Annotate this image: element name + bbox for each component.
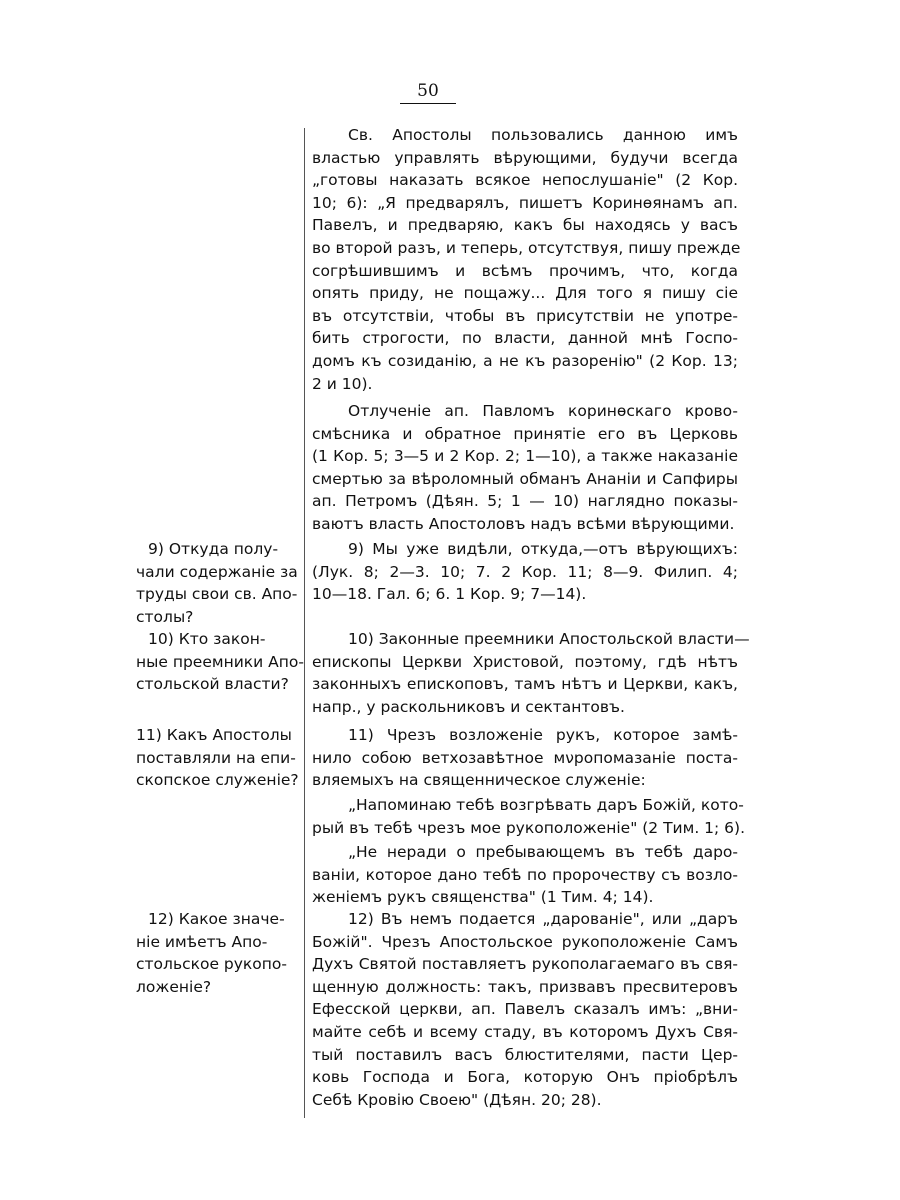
body-line: Духъ Святой поставляетъ рукополагаемаго въ свя- bbox=[312, 955, 738, 974]
body-line: въ отсутствіи, чтобы въ присутствіи не употре- bbox=[312, 306, 738, 325]
answer-10 bbox=[312, 628, 750, 718]
paragraph-excommunication bbox=[312, 400, 738, 536]
sidebar-line: поставляли на епи- bbox=[136, 748, 296, 767]
sidebar-line: чали содержаніе за bbox=[136, 562, 298, 581]
body-line: опять приду, не пощажу... Для того я пишу сіе bbox=[312, 284, 738, 303]
body-line: Св. Апостолы пользовались данною имъ bbox=[348, 126, 738, 144]
body-line: ковь Господа и Бога, которую Онъ пріобрѣлъ bbox=[312, 1068, 738, 1087]
body-line: рый въ тебѣ чрезъ мое рукоположеніе" (2 Тим. 1; 6). bbox=[312, 818, 746, 837]
sidebar-line: 9) Откуда полу- bbox=[148, 540, 279, 558]
body-line: майте себѣ и всему стаду, въ которомъ Духъ Свя- bbox=[312, 1022, 738, 1041]
body-line: ваніи, которое дано тебѣ по пророчеству съ возло- bbox=[312, 865, 738, 884]
sidebar-question-10 bbox=[136, 628, 304, 696]
body-line: (1 Кор. 5; 3—5 и 2 Кор. 2; 1—10), а также наказаніе bbox=[312, 447, 738, 466]
sidebar-line: труды свои св. Апо- bbox=[136, 585, 298, 604]
body-line: 12) Въ немъ подается „дарованіе", или „даръ bbox=[348, 910, 738, 928]
body-line: (Лук. 8; 2—3. 10; 7. 2 Кор. 11; 8—9. Филип. 4; bbox=[312, 562, 738, 581]
body-line: Себѣ Кровію Своею" (Дѣян. 20; 28). bbox=[312, 1090, 602, 1109]
body-line: ап. Петромъ (Дѣян. 5; 1 — 10) наглядно показы- bbox=[312, 492, 738, 511]
body-line: вляемыхъ на священническое служеніе: bbox=[312, 771, 646, 790]
body-line: домъ къ созиданію, а не къ разоренію" (2 Кор. 13; bbox=[312, 351, 738, 370]
sidebar-line: столы? bbox=[136, 607, 194, 626]
sidebar-question-11 bbox=[136, 724, 299, 792]
sidebar-question-12 bbox=[136, 908, 292, 998]
page-number: 50 bbox=[417, 81, 439, 101]
quote-2-timothy bbox=[312, 794, 746, 839]
body-line: смертью за вѣроломный обманъ Ананіи и Сапфиры bbox=[312, 469, 738, 488]
body-line: смѣсника и обратное принятіе его въ Церковь bbox=[312, 424, 738, 443]
body-line: 9) Мы уже видѣли, откуда,—отъ вѣрующихъ: bbox=[348, 540, 738, 558]
body-line: Павелъ, и предваряю, какъ бы находясь у васъ bbox=[312, 216, 738, 235]
sidebar-line: стольское рукопо- bbox=[136, 955, 287, 974]
body-line: „Напоминаю тебѣ возгрѣвать даръ Божій, кото- bbox=[348, 796, 744, 814]
body-line: Отлученіе ап. Павломъ коринѳскаго кровo- bbox=[348, 402, 738, 420]
body-line: Божій". Чрезъ Апостольское рукоположеніе Самъ bbox=[312, 932, 738, 951]
sidebar-line: скопское служеніе? bbox=[136, 771, 299, 790]
sidebar-line: ложеніе? bbox=[136, 977, 212, 996]
answer-9 bbox=[312, 538, 738, 606]
body-line: бить строгости, по власти, данной мнѣ Госпо- bbox=[312, 329, 738, 348]
body-line: женіемъ рукъ священства" (1 Тим. 4; 14). bbox=[312, 888, 654, 907]
body-line: нило собою ветхозавѣтное мνропомазаніе поста- bbox=[312, 748, 738, 767]
answer-12 bbox=[312, 908, 738, 1111]
body-line: „готовы наказать всякое непослушаніе" (2 Кор. bbox=[312, 171, 738, 190]
body-line: 10) Законные преемники Апостольской власти— bbox=[348, 630, 750, 648]
body-line: 2 и 10). bbox=[312, 374, 373, 393]
sidebar-line: стольской власти? bbox=[136, 675, 289, 694]
sidebar-line: 12) Какое значе- bbox=[148, 910, 285, 928]
body-line: 11) Чрезъ возложеніе рукъ, которое замѣ- bbox=[348, 726, 738, 744]
body-line: „Не неради о пребывающемъ въ тебѣ даро- bbox=[348, 843, 738, 861]
body-line: согрѣшившимъ и всѣмъ прочимъ, что, когда bbox=[312, 261, 738, 280]
sidebar-line: ніе имѣетъ Апо- bbox=[136, 932, 268, 951]
body-line: 10—18. Гал. 6; 6. 1 Кор. 9; 7—14). bbox=[312, 585, 587, 604]
page-number-rule bbox=[400, 103, 456, 104]
sidebar-line: 10) Кто закон- bbox=[148, 630, 266, 648]
body-line: во второй разъ, и теперь, отсутствуя, пишу прежде bbox=[312, 238, 741, 257]
body-line: щенную должность: такъ, призвавъ пресвитеровъ bbox=[312, 977, 738, 996]
body-line: Ефесской церкви, ап. Павелъ сказалъ имъ: „вни- bbox=[312, 1000, 738, 1019]
body-line: 10; 6): „Я предварялъ, пишетъ Коринѳянамъ ап. bbox=[312, 193, 738, 212]
body-line: тый поставилъ васъ блюстителями, пасти Цер- bbox=[312, 1045, 738, 1064]
body-line: напр., у раскольниковъ и сектантовъ. bbox=[312, 697, 625, 716]
body-line: епископы Церкви Христовой, поэтому, гдѣ нѣтъ bbox=[312, 652, 738, 671]
sidebar-question-9 bbox=[136, 538, 298, 628]
body-line: властью управлять вѣрующими, будучи всегда bbox=[312, 148, 738, 167]
margin-divider-line bbox=[304, 128, 305, 1118]
body-line: ваютъ власть Апостоловъ надъ всѣми вѣрующими. bbox=[312, 514, 735, 533]
paragraph-apostolic-authority bbox=[312, 124, 741, 395]
body-line: законныхъ епископовъ, тамъ нѣтъ и Церкви, какъ, bbox=[312, 675, 738, 694]
sidebar-line: ные преемники Апо- bbox=[136, 652, 304, 671]
answer-11 bbox=[312, 724, 738, 792]
sidebar-line: 11) Какъ Апостолы bbox=[136, 726, 292, 744]
quote-1-timothy bbox=[312, 841, 738, 909]
